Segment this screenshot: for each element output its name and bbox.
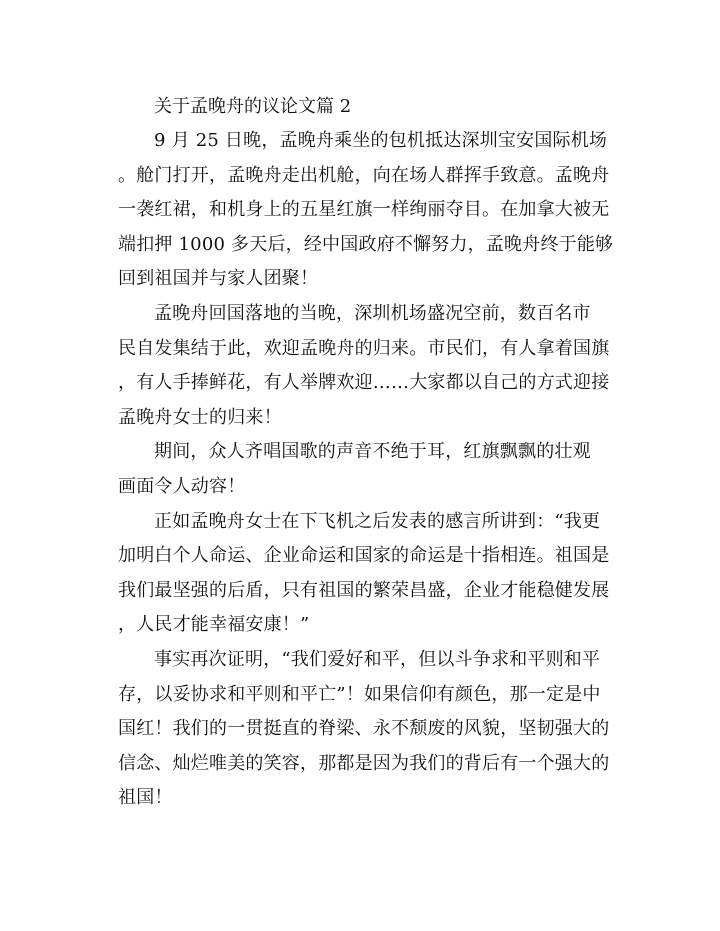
paragraph-line: 正如孟晚舟女士在下飞机之后发表的感言所讲到：“我更 — [154, 510, 601, 532]
paragraph-line: 民自发集结于此，欢迎孟晚舟的归来。市民们，有人拿着国旗 — [118, 337, 610, 359]
paragraph-line: 孟晚舟回国落地的当晚，深圳机场盛况空前，数百名市 — [154, 302, 591, 324]
paragraph-line: 画面令人动容！ — [118, 475, 246, 497]
paragraph-line: 9 月 25 日晚，孟晚舟乘坐的包机抵达深圳宝安国际机场 — [154, 130, 608, 151]
document-body — [118, 90, 614, 816]
paragraph-line: 期间，众人齐唱国歌的声音不绝于耳，红旗飘飘的壮观 — [154, 441, 591, 463]
paragraph-line: 我们最坚强的后盾，只有祖国的繁荣昌盛，企业才能稳健发展 — [118, 579, 610, 601]
paragraph-2 — [118, 297, 610, 435]
paragraph-line: 。舱门打开，孟晚舟走出机舱，向在场人群挥手致意。孟晚舟 — [118, 164, 610, 186]
paragraph-line: 孟晚舟女士的归来！ — [118, 406, 282, 428]
paragraph-3 — [118, 435, 610, 504]
paragraph-5 — [118, 643, 610, 816]
paragraph-4 — [118, 505, 610, 643]
paragraph-line: 信念、灿烂唯美的笑容，那都是因为我们的背后有一个强大的 — [118, 752, 610, 774]
paragraph-line: 事实再次证明，“我们爱好和平，但以斗争求和平则和平 — [154, 648, 601, 670]
paragraph-line: ，有人手捧鲜花，有人举牌欢迎……大家都以自己的方式迎接 — [118, 372, 610, 394]
paragraph-1 — [118, 124, 614, 297]
paragraph-line: 加明白个人命运、企业命运和国家的命运是十指相连。祖国是 — [118, 545, 610, 567]
paragraph-line: 存，以妥协求和平则和平亡”！如果信仰有颜色，那一定是中 — [118, 683, 601, 705]
document-title: 关于孟晚舟的议论文篇 2 — [154, 96, 352, 117]
paragraph-line: 祖国！ — [118, 787, 173, 809]
paragraph-line: 一袭红裙，和机身上的五星红旗一样绚丽夺目。在加拿大被无 — [118, 199, 610, 221]
paragraph-line: 国红！我们的一贯挺直的脊梁、永不颓废的风貌，坚韧强大的 — [118, 718, 610, 740]
paragraph-line: ，人民才能幸福安康！” — [118, 614, 310, 636]
paragraph-line: 回到祖国并与家人团聚！ — [118, 268, 319, 290]
paragraph-line: 端扣押 1000 多天后，经中国政府不懈努力，孟晚舟终于能够 — [118, 233, 614, 255]
